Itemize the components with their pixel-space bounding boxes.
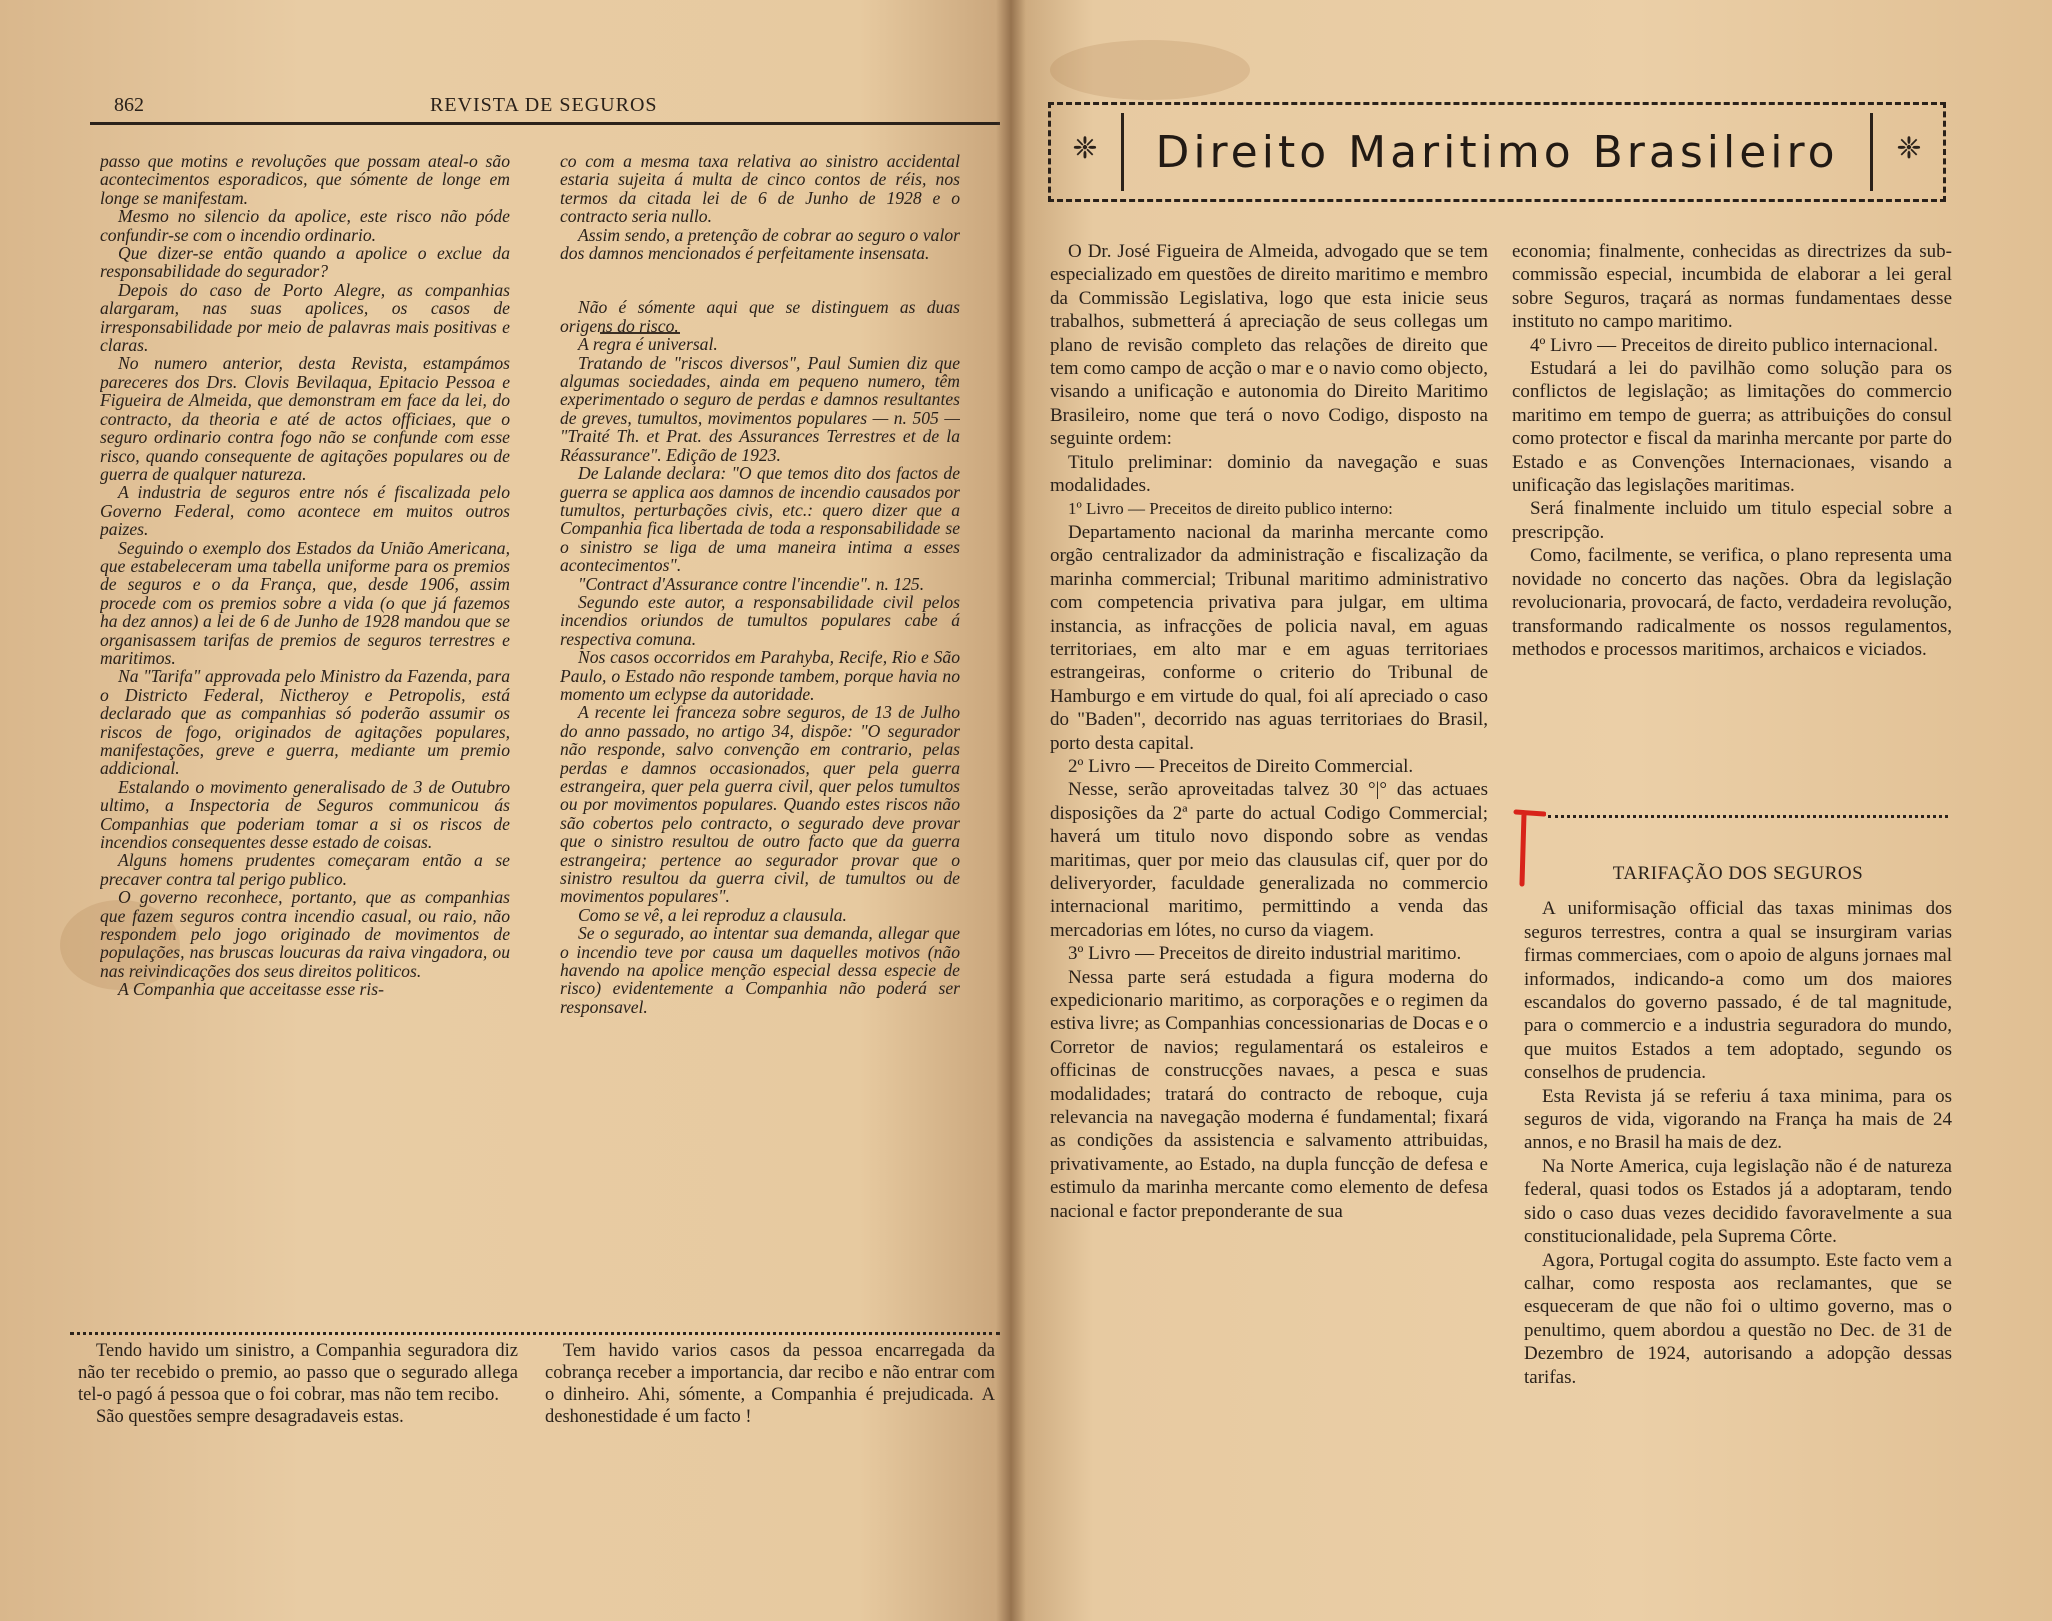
article-heading-box <box>1048 102 1946 202</box>
paragraph: O Dr. José Figueira de Almeida, advogado que se tem especializado em questões de direito maritimo e membro da Commissão Legislativa, logo que esta inicie seus trabalhos, submetterá á apreciação de seus collegas um plano de revisão completo das relações de direito que tem como campo de acção o mar e o navio como objecto, visando a unificação e autonomia do Direito Maritimo Brasileiro, nome que terá o novo Codigo, disposto na seguinte ordem: <box>1050 241 1488 450</box>
paragraph: Estalando o movimento generalisado de 3 de Outubro ultimo, a Inspectoria de Seguros communicou ás Companhias que poderiam tomar a si os riscos de incendios consequentes desse estado de coisas. <box>100 776 510 853</box>
paragraph: co com a mesma taxa relativa ao sinistro accidental estaria sujeita á multa de cinco contos de réis, nos termos da citada lei de 6 de Junho de 1928 e o contracto seria nullo. <box>560 152 960 227</box>
paragraph: A regra é universal. <box>578 334 718 355</box>
paragraph: Se o segurado, ao intentar sua demanda, allegar que o incendio teve por causa um daquelles motivos (não havendo na apolice menção especial dessa especie de risco) evidentemente a Companhia não poderá ser responsavel. <box>560 923 960 1017</box>
paragraph: Nesse, serão aproveitadas talvez 30 °|° das actuaes disposições da 2ª parte do actual Codigo Commercial; haverá um titulo novo dispondo sobre as vendas maritimas, quer por meio das clausulas cif, quer por do deliveryorder, faculdade generalizada no commercio internacional maritimo, permittindo a venda das mercadorias em lótes, no curso da viagem. <box>1050 779 1488 941</box>
paragraph: Alguns homens prudentes começaram então a se precaver contra tal perigo publico. <box>100 850 510 889</box>
paragraph: 1º Livro — Preceitos de direito publico interno: <box>1068 499 1393 519</box>
paragraph: Titulo preliminar: dominio da navegação e suas modalidades. <box>1050 451 1488 497</box>
paragraph: economia; finalmente, conhecidas as directrizes da sub-commissão especial, incumbida de elaborar a lei geral sobre Seguros, traçará as normas fundamentaes desse instituto no campo maritimo. <box>1512 241 1952 333</box>
column-spacer <box>560 262 960 298</box>
paragraph: Agora, Portugal cogita do assumpto. Este facto vem a calhar, como resposta aos reclamantes, que se esqueceram de que não foi o ultimo governo, mas o penultimo, quem abordou a questão no Dec. de 31 de Dezembro de 1924, autorisando a adopção dessas tarifas. <box>1524 1249 1952 1388</box>
paragraph: "Contract d'Assurance contre l'incendie". n. 125. <box>578 573 925 594</box>
section-title: TARIFAÇÃO DOS SEGUROS <box>1612 863 1864 884</box>
paragraph: 2º Livro — Preceitos de Direito Commercial. <box>1068 755 1414 777</box>
section-divider <box>1548 815 1948 818</box>
book-gutter <box>996 0 1026 1621</box>
paragraph: Tem havido varios casos da pessoa encarregada da cobrança receber a importancia, dar recibo e não entrar com o dinheiro. Ahi, sómente, a Companhia é prejudicada. A deshonestidade é um facto ! <box>545 1341 995 1427</box>
paragraph: Departamento nacional da marinha mercante como orgão centralizador da administração e fiscalização da marinha commercial; Tribunal maritimo administrativo com competencia privativa para julgar, em ultima instancia, as infracções de policia naval, em aguas territoriaes, em alto mar e em aguas territoriaes estrangeiras, conforme o criterio do Tribunal de Hamburgo e em virtude do qual, foi alí apreciado o caso do "Baden", decorrido nas aguas territoriaes do Brasil, porto desta capital. <box>1050 521 1488 754</box>
paragraph: Como se vê, a lei reproduz a clausula. <box>578 904 847 925</box>
paragraph: Mesmo no silencio da apolice, este risco não póde confundir-se com o incendio ordinario. <box>100 206 510 245</box>
left-page <box>0 0 1010 1621</box>
paragraph: A recente lei franceza sobre seguros, de 13 de Julho do anno passado, no artigo 34, dispõe: "O segurador não responde, salvo convenção em contrario, pelas perdas e damnos occasionados, quer pela guerra estrangeira, quer pela guerra civil, quer pelos tumultos ou por movimentos populares. Quando estes riscos não são cobertos pelo contracto, o segurado deve provar que o sinistro resultou de outro facto que da guerra estrangeira; pertence ao segurador provar que o sinistro resultou da guerra civil, de tumultos ou de movimentos populares". <box>560 702 960 907</box>
paragraph: O governo reconhece, portanto, que as companhias que fazem seguros contra incendio casual, ou raio, não respondem pelo jogo originado de movimentos de populações, nas bruscas loucuras da raiva vingadora, ou nas reivindicações dos seus direitos politicos. <box>100 887 510 981</box>
section-divider <box>600 332 680 334</box>
paragraph: Estudará a lei do pavilhão como solução para os conflictos de legislação; as limitações do commercio maritimo em tempo de guerra; as attribuições do consul como protector e fiscal da marinha mercante por parte do Estado e as Convenções Internacionaes, visando a unificação das legislações maritimas. <box>1512 358 1952 497</box>
left-column-2 <box>560 152 960 1302</box>
footer-divider <box>70 1332 1000 1335</box>
paragraph: De Lalande declara: "O que temos dito dos factos de guerra se applica aos damnos de incendio causados por tumultos, perturbações civis, etc.: quero dizer que a Companhia fica libertada de toda a responsabilidade se o sinistro se liga de uma maneira intima a esses acontecimentos". <box>560 463 960 576</box>
heading-frame <box>1121 113 1873 191</box>
paragraph: São questões sempre desagradaveis estas. <box>96 1407 404 1427</box>
paragraph: Nos casos occorridos em Parahyba, Recife, Rio e São Paulo, o Estado não responde tambem, porque havia no momento um eclypse da autoridade. <box>560 647 960 704</box>
right-column-3 <box>1524 842 1952 1462</box>
paragraph: Depois do caso de Porto Alegre, as companhias alargaram, nas suas apolices, os casos de irresponsabilidade por meio de palavras mais positivas e claras. <box>100 279 510 356</box>
paragraph: Assim sendo, a pretenção de cobrar ao seguro o valor dos damnos mencionados é perfeitamente insensata. <box>560 224 960 264</box>
journal-title: REVISTA DE SEGUROS <box>430 94 658 116</box>
paragraph: Na Norte America, cuja legislação não é de natureza federal, quasi todos os Estados já a adoptaram, tendo sido o caso duas vezes decidido favoravelmente a sua constitucionalidade, pela Suprema Côrte. <box>1524 1155 1952 1248</box>
asterism-ornament-icon: ❈ <box>1896 131 1922 166</box>
paragraph: A uniformisação official das taxas minimas dos seguros terrestres, contra a qual se insurgiram varias firmas commerciaes, com o apoio de alguns jornaes mal informados, indicando-a como um dos maiores escandalos do governo passado, é de tal magnitude, para o commercio e a industria seguradora do mundo, que muitos Estados a tem adoptado, segundo os conselhos de prudencia. <box>1524 898 1952 1084</box>
paragraph: Não é sómente aqui que se distinguem as duas origens do risco. <box>560 297 960 336</box>
paragraph: 3º Livro — Preceitos de direito industrial maritimo. <box>1068 943 1462 965</box>
paragraph: Tratando de "riscos diversos", Paul Sumien diz que algumas sociedades, ainda em pequeno numero, têm experimentado o seguro de perdas e damnos resultantes de greves, tumultos, movimentos populares — n. 505 — "Traité Th. et Prat. des Assurances Terrestres et de la Réassurance". Edição de 1923. <box>560 352 960 465</box>
left-column-1 <box>100 152 510 1302</box>
footer-column-1 <box>78 1340 518 1428</box>
paragraph: passo que motins e revoluções que possam ateal-o são acontecimentos esporadicos, que sómente de longe em longe se manifestam. <box>100 152 510 208</box>
paragraph: Que dizer-se então quando a apolice o exclue da responsabilidade do segurador? <box>100 243 510 282</box>
paragraph: 4º Livro — Preceitos de direito publico internacional. <box>1530 334 1938 356</box>
right-column-1 <box>1050 240 1488 1490</box>
paragraph: No numero anterior, desta Revista, estampámos pareceres dos Drs. Clovis Bevilaqua, Epitacio Pessoa e Figueira de Almeida, que demonstram em face da lei, do contracto, da theoria e até de actos officiaes, que o seguro ordinario contra fogo não se confunde com esse risco, quando consequente de agitações populares ou de guerra de qualquer natureza. <box>100 353 510 484</box>
footer-column-2 <box>545 1340 995 1428</box>
paragraph: Segundo este autor, a responsabilidade civil pelos incendios oriundos de tumultos populares cabe á respectiva comuna. <box>560 591 960 649</box>
article-title: Direito Maritimo Brasileiro <box>1155 126 1839 178</box>
paragraph: Tendo havido um sinistro, a Companhia seguradora diz não ter recebido o premio, ao passo que o segurado allega tel-o pagó á pessoa que o foi cobrar, mas não tem recibo. <box>78 1341 518 1405</box>
running-head <box>90 92 1000 125</box>
page-number: 862 <box>114 94 144 116</box>
paragraph: A Companhia que acceitasse esse ris- <box>118 979 384 1000</box>
asterism-ornament-icon: ❈ <box>1072 131 1098 166</box>
paragraph: Na "Tarifa" approvada pelo Ministro da Fazenda, para o Districto Federal, Nictheroy e Petropolis, está declarado que as companhias só poderão assumir os riscos de fogo, originados de agitações populares, manifestações, greve e guerra, mediante um premio addicional. <box>100 666 510 779</box>
paragraph: A industria de seguros entre nós é fiscalizada pelo Governo Federal, como acontece em muitos outros paizes. <box>100 482 510 540</box>
paper-stain <box>1050 40 1250 100</box>
paragraph: Esta Revista já se referiu á taxa minima, para os seguros de vida, vigorando na França ha mais de 24 annos, e no Brasil ha mais de dez. <box>1524 1085 1952 1154</box>
paragraph: Nessa parte será estudada a figura moderna do expedicionario maritimo, as corporações e o regimen da estiva livre; as Companhias concessionarias de Docas e o Corretor de navios; regulamentará os estaleiros e officinas de construcções navaes, a pesca e suas modalidades; tratará do contracto de reboque, cuja relevancia na navegação moderna é fundamental; fixará as condições da assistencia e salvamento attribuidas, privativamente, ao Estado, na dupla funcção de defesa e estimulo da marinha mercante como elemento de defesa nacional e factor preponderante de sua <box>1050 966 1488 1222</box>
paragraph: Será finalmente incluido um titulo especial sobre a prescripção. <box>1512 498 1952 543</box>
paragraph: Seguindo o exemplo dos Estados da União Americana, que estabeleceram uma tabella uniforme para os premios de seguros e o da França, que, desde 1906, assim procede com os premios sobre a vida (o que já fazemos ha dez annos) a lei de 6 de Junho de 1928 mandou que se organisassem tarifas de premios de seguros terrestres e maritimos. <box>100 537 510 668</box>
right-column-2 <box>1512 240 1952 800</box>
paragraph: Como, facilmente, se verifica, o plano representa uma novidade no concerto das nações. Obra da legislação revolucionaria, provocará, de facto, verdadeira revolução, transformando radicalmente os nossos regulamentos, methodos e processos maritimos, archaicos e viciados. <box>1512 545 1952 660</box>
